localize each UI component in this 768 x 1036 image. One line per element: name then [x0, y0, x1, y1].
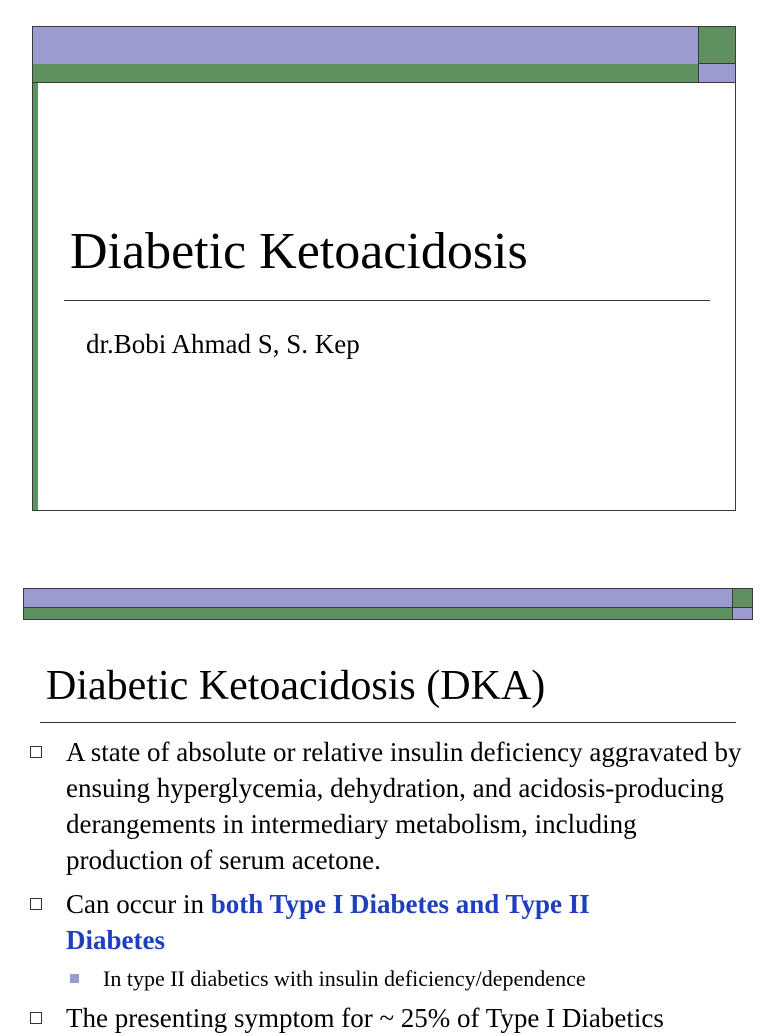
slide1-header-green-bar [33, 64, 698, 83]
slide1-subtitle: dr.Bobi Ahmad S, S. Kep [86, 329, 360, 359]
square-bullet-icon [30, 898, 42, 910]
slide1-left-accent-bar [33, 83, 38, 510]
square-bullet-icon [30, 1012, 42, 1024]
bullet-text-highlight: both Type I Diabetes and Type II Diabetes [66, 889, 590, 955]
bullet-text: A state of absolute or relative insulin deficiency aggravated by ensuing hyperglycemia, dehydration, and acidosis-producing derangements in intermediary metabolism, including production of serum acetone. [66, 737, 742, 875]
slide1-header-purple-bar [33, 27, 698, 65]
bullet-text: The presenting symptom for ~ 25% of Type I Diabetics [66, 1003, 664, 1033]
sub-bullet-icon [70, 974, 79, 983]
slide1-title: Diabetic Ketoacidosis [70, 223, 528, 280]
sub-bullet-text: In type II diabetics with insulin deficiency/dependence [103, 966, 586, 991]
bullet-text [66, 886, 666, 958]
slide2-header-purple-square [733, 608, 753, 620]
bullet-text-prefix: Can occur in [66, 889, 211, 919]
square-bullet-icon [30, 746, 42, 758]
slide2-header-green-square [733, 588, 753, 608]
slide2-title: Diabetic Ketoacidosis (DKA) [46, 663, 546, 709]
slide1-title-divider [64, 300, 710, 301]
slide2-header-purple-bar [23, 588, 733, 608]
slide2-header-green-bar [23, 608, 733, 620]
slide2-title-divider [40, 722, 736, 723]
slide1-header-purple-square [698, 64, 735, 83]
slide1-header-green-square [698, 27, 735, 64]
